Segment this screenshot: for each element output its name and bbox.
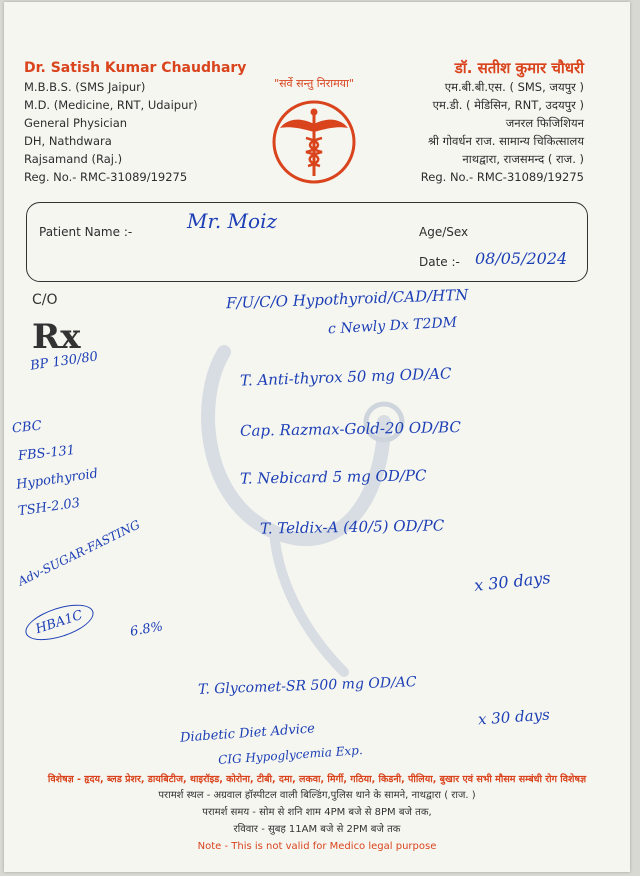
rx-advice-hypoglycemia: CIG Hypoglycemia Exp. <box>217 742 364 768</box>
rx-advice-diet: Diabetic Diet Advice <box>179 721 316 746</box>
note-advice-sugar: Adv-SUGAR-FASTING <box>15 517 143 589</box>
note-hba1c-value: 6.8% <box>128 619 165 640</box>
note-hba1c: HBA1C <box>21 598 97 647</box>
prescription-sheet <box>4 2 630 872</box>
rx-line-3: T. Nebicard 5 mg OD/PC <box>239 466 427 488</box>
patient-info-box <box>26 202 588 282</box>
specialties-line: विशेषज्ञ - हृदय, ब्लड प्रेशर, डायबिटीज, थाइरॉइड, कोरोना, टीबी, दमा, लकवा, मिर्गी, गठिया, किडनी, पीलिया, बुखार एवं सभी मौसम सम्बंधी रोग विशेषज्ञ <box>47 774 587 785</box>
rx-line-1: T. Anti-thyrox 50 mg OD/AC <box>239 364 452 390</box>
rx-duration-1: x 30 days <box>473 568 552 595</box>
hospital-line: DH, Nathdwara <box>24 134 112 148</box>
qualification-line: M.D. (Medicine, RNT, Udaipur) <box>24 98 198 112</box>
consultation-timing: परामर्श समय - सोम से शनि शाम 4PM बजे से 8PM बजे तक, <box>202 807 432 818</box>
doctor-details-hindi <box>421 58 584 186</box>
rx-symbol: Rx <box>32 317 81 357</box>
complaint-label: C/O <box>32 292 58 308</box>
registration-number-hindi: Reg. No.- RMC-31089/19275 <box>420 170 584 184</box>
qualification-line-hindi: एम.बी.बी.एस. ( SMS, जयपुर ) <box>444 80 584 94</box>
note-hypothyroid: Hypothyroid <box>15 466 99 493</box>
rx-line-2: Cap. Razmax-Gold-20 OD/BC <box>239 418 462 440</box>
hospital-line-hindi: श्री गोवर्धन राज. सामान्य चिकित्सालय <box>427 134 584 148</box>
motto: "सर्वे सन्तु निरामया" <box>274 77 354 90</box>
doctor-name-english: Dr. Satish Kumar Chaudhary <box>24 60 247 76</box>
rx-line-5: T. Glycomet-SR 500 mg OD/AC <box>197 674 417 698</box>
qualification-line: M.B.B.S. (SMS Jaipur) <box>24 80 146 94</box>
rx-line-4: T. Teldix-A (40/5) OD/PC <box>259 516 445 538</box>
note-tsh: TSH-2.03 <box>17 495 82 520</box>
designation-line-hindi: जनरल फिजिशियन <box>505 116 584 130</box>
clinic-address: परामर्श स्थल - अग्रवाल हॉस्पीटल वाली बिल्डिंग,पुलिस थाने के सामने, नाथद्वारा ( राज. ) <box>158 790 476 801</box>
patient-name-label: Patient Name :- <box>39 225 133 239</box>
caduceus-logo-icon <box>264 98 364 186</box>
footer <box>4 772 630 855</box>
rx-duration-2: x 30 days <box>477 705 551 729</box>
designation-line: General Physician <box>24 116 128 130</box>
qualification-line-hindi: एम.डी. ( मेडिसिन, RNT, उदयपुर ) <box>432 98 584 112</box>
stethoscope-watermark-icon <box>184 342 444 682</box>
registration-number: Reg. No.- RMC-31089/19275 <box>24 170 188 184</box>
note-cbc: CBC <box>11 418 43 437</box>
location-line: Rajsamand (Raj.) <box>24 152 123 166</box>
age-sex-label: Age/Sex <box>419 225 469 239</box>
date-value: 08/05/2024 <box>475 249 568 268</box>
patient-name-value: Mr. Moiz <box>187 209 278 233</box>
location-line-hindi: नाथद्वारा, राजसमन्द ( राज. ) <box>462 152 584 166</box>
sunday-timing: रविवार - सुबह 11AM बजे से 2PM बजे तक <box>233 824 401 835</box>
rx-line-newly-dx: c Newly Dx T2DM <box>327 314 458 338</box>
doctor-details-english <box>24 58 246 186</box>
note-fbs: FBS-131 <box>17 443 76 464</box>
rx-line-diagnosis: F/U/C/O Hypothyroid/CAD/HTN <box>225 285 469 313</box>
note-bp: BP 130/80 <box>29 349 99 374</box>
medico-legal-note: Note - This is not valid for Medico legal purpose <box>197 841 437 852</box>
doctor-name-hindi: डॉ. सतीश कुमार चौधरी <box>454 59 584 77</box>
date-label: Date :- <box>419 255 460 269</box>
